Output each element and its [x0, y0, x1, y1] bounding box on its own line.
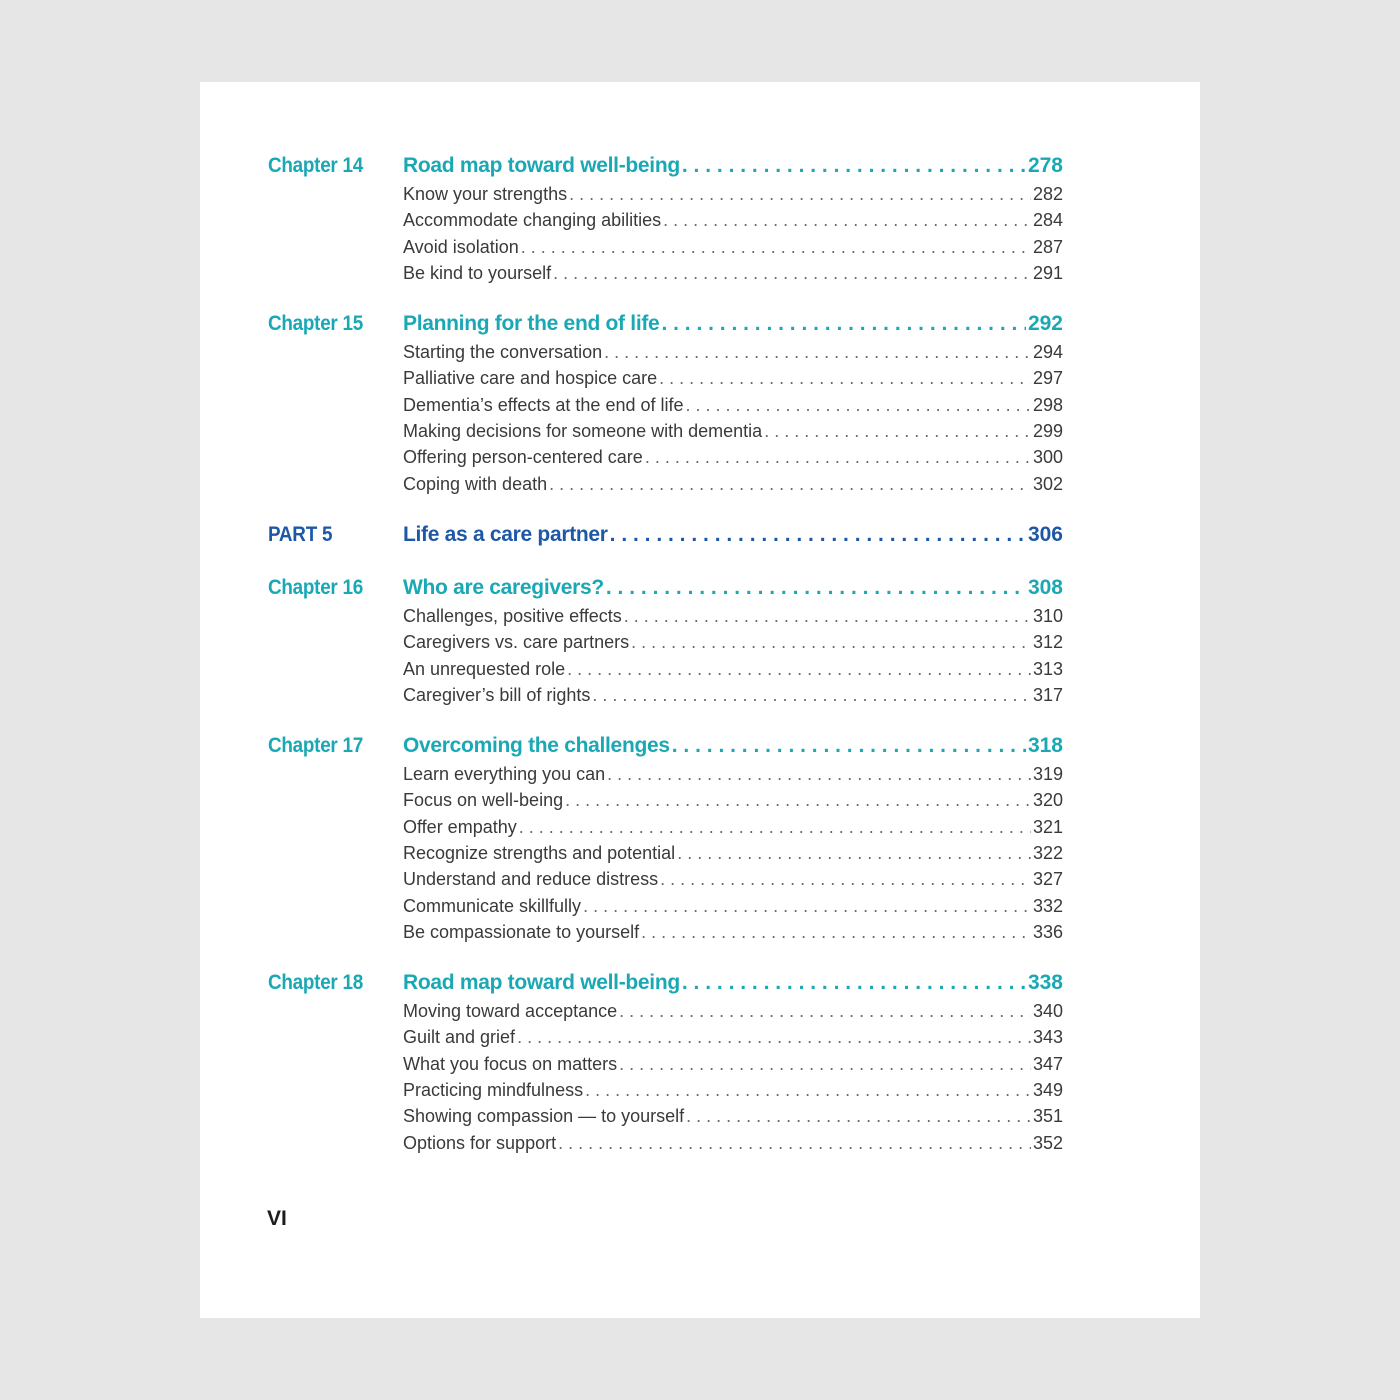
toc-entry-row[interactable] — [403, 764, 1063, 785]
entry-page-number: 312 — [1032, 632, 1063, 653]
entry-page-number: 297 — [1032, 368, 1063, 389]
entry-title: Palliative care and hospice care — [403, 368, 658, 389]
entry-title: Making decisions for someone with dementia — [403, 420, 763, 441]
dot-leader — [663, 210, 1031, 231]
heading-title: Road map toward well-being — [403, 154, 680, 177]
heading-page-number: 318 — [1027, 734, 1063, 757]
chapter-label: Chapter 17 — [268, 734, 363, 757]
page-number-folio: VI — [267, 1207, 287, 1230]
dot-leader — [660, 869, 1031, 890]
dot-leader — [558, 1133, 1031, 1154]
heading-title: Road map toward well-being — [403, 971, 680, 994]
dot-leader — [592, 685, 1031, 706]
entry-title: Guilt and grief — [403, 1027, 516, 1048]
entry-title: Caregiver’s bill of rights — [403, 684, 591, 705]
entry-page-number: 340 — [1032, 1001, 1063, 1021]
entry-page-number: 319 — [1032, 764, 1063, 784]
entry-page-number: 332 — [1032, 895, 1063, 916]
dot-leader — [569, 184, 1031, 205]
toc-entry-row[interactable] — [403, 1080, 1063, 1101]
entry-title: Challenges, positive effects — [403, 606, 622, 626]
dot-leader — [672, 734, 1026, 758]
toc-entry-row[interactable] — [403, 1027, 1063, 1048]
dot-leader — [661, 312, 1026, 336]
dot-leader — [645, 447, 1031, 468]
toc-entry-row[interactable] — [403, 922, 1063, 943]
toc-entry-row[interactable] — [403, 685, 1063, 706]
chapter-heading-row[interactable] — [403, 154, 1063, 178]
toc-entry-row[interactable] — [403, 790, 1063, 811]
heading-title: Planning for the end of life — [403, 312, 660, 335]
toc-entry-row[interactable] — [403, 447, 1063, 468]
heading-page-number: 278 — [1027, 154, 1063, 177]
heading-page-number: 306 — [1027, 523, 1063, 546]
dot-leader — [567, 659, 1031, 680]
entry-page-number: 298 — [1032, 394, 1063, 415]
entry-title: Starting the conversation — [403, 342, 603, 362]
dot-leader — [610, 523, 1026, 547]
dot-leader — [677, 843, 1031, 864]
entry-title: Caregivers vs. care partners — [403, 632, 630, 653]
toc-entry-row[interactable] — [403, 817, 1063, 838]
dot-leader — [682, 971, 1026, 995]
dot-leader — [585, 1080, 1031, 1101]
entry-title: Coping with death — [403, 473, 548, 494]
heading-page-number: 308 — [1027, 576, 1063, 599]
toc-entry-row[interactable] — [403, 1133, 1063, 1154]
chapter-label: Chapter 18 — [268, 971, 363, 994]
dot-leader — [549, 474, 1031, 495]
toc-entry-row[interactable] — [403, 843, 1063, 864]
entry-title: Focus on well-being — [403, 790, 564, 811]
entry-page-number: 322 — [1032, 842, 1063, 863]
entry-title: Dementia’s effects at the end of life — [403, 394, 684, 415]
toc-entry-row[interactable] — [403, 1106, 1063, 1127]
dot-leader — [565, 790, 1031, 811]
toc-entry-row[interactable] — [403, 184, 1063, 205]
entry-page-number: 287 — [1032, 236, 1063, 257]
heading-page-number: 292 — [1027, 312, 1063, 335]
dot-leader — [583, 896, 1031, 917]
part-heading-row[interactable] — [403, 523, 1063, 547]
dot-leader — [764, 421, 1031, 442]
entry-title: Learn everything you can — [403, 764, 606, 784]
dot-leader — [604, 342, 1031, 363]
chapter-label: Chapter 14 — [268, 154, 363, 177]
entry-page-number: 317 — [1032, 684, 1063, 705]
entry-title: Avoid isolation — [403, 236, 519, 257]
toc-entry-row[interactable] — [403, 368, 1063, 389]
entry-page-number: 349 — [1032, 1079, 1063, 1100]
dot-leader — [519, 817, 1031, 838]
dot-leader — [659, 368, 1031, 389]
dot-leader — [619, 1001, 1031, 1022]
entry-title: Recognize strengths and potential — [403, 842, 676, 863]
entry-page-number: 327 — [1032, 869, 1063, 890]
toc-entry-row[interactable] — [403, 1001, 1063, 1022]
toc-entry-row[interactable] — [403, 395, 1063, 416]
dot-leader — [607, 764, 1031, 785]
heading-title: Who are caregivers? — [403, 576, 604, 599]
entry-title: Practicing mindfulness — [403, 1079, 584, 1100]
entry-title: Offering person-centered care — [403, 447, 643, 468]
entry-page-number: 282 — [1032, 184, 1063, 204]
dot-leader — [517, 1027, 1031, 1048]
chapter-heading-row[interactable] — [403, 971, 1063, 995]
entry-page-number: 336 — [1032, 921, 1063, 942]
entry-page-number: 343 — [1032, 1027, 1063, 1048]
entry-title: Be kind to yourself — [403, 262, 552, 283]
toc-entry-row[interactable] — [403, 869, 1063, 890]
toc-entry-row[interactable] — [403, 1054, 1063, 1075]
entry-title: Accommodate changing abilities — [403, 210, 662, 231]
chapter-heading-row[interactable] — [403, 312, 1063, 336]
dot-leader — [606, 576, 1026, 600]
entry-title: Offer empathy — [403, 816, 517, 837]
entry-title: Be compassionate to yourself — [403, 921, 640, 942]
entry-page-number: 320 — [1032, 790, 1063, 811]
heading-page-number: 338 — [1027, 971, 1063, 994]
toc-entry-row[interactable] — [403, 421, 1063, 442]
entry-page-number: 310 — [1032, 606, 1063, 626]
entry-title: An unrequested role — [403, 658, 566, 679]
part-label: PART 5 — [268, 523, 333, 546]
entry-page-number: 352 — [1032, 1132, 1063, 1153]
dot-leader — [686, 1106, 1031, 1127]
dot-leader — [553, 263, 1031, 284]
entry-page-number: 351 — [1032, 1106, 1063, 1127]
chapter-label: Chapter 15 — [268, 312, 363, 335]
dot-leader — [686, 395, 1031, 416]
heading-title: Overcoming the challenges — [403, 734, 670, 757]
entry-title: Showing compassion — to yourself — [403, 1106, 685, 1127]
toc-entry-row[interactable] — [403, 474, 1063, 495]
entry-title: Moving toward acceptance — [403, 1001, 618, 1021]
toc-entry-row[interactable] — [403, 606, 1063, 627]
entry-page-number: 300 — [1032, 447, 1063, 468]
entry-page-number: 347 — [1032, 1053, 1063, 1074]
toc-entry-row[interactable] — [403, 659, 1063, 680]
dot-leader — [624, 606, 1031, 627]
book-page — [200, 82, 1200, 1318]
heading-title: Life as a care partner — [403, 523, 608, 546]
entry-page-number: 313 — [1032, 658, 1063, 679]
chapter-label: Chapter 16 — [268, 576, 363, 599]
toc-entry-row[interactable] — [403, 263, 1063, 284]
chapter-heading-row[interactable] — [403, 576, 1063, 600]
entry-page-number: 299 — [1032, 420, 1063, 441]
entry-page-number: 284 — [1032, 210, 1063, 231]
entry-page-number: 291 — [1032, 262, 1063, 283]
entry-title: Options for support — [403, 1132, 557, 1153]
toc-entry-row[interactable] — [403, 896, 1063, 917]
dot-leader — [521, 237, 1031, 258]
entry-page-number: 294 — [1032, 342, 1063, 362]
entry-title: Understand and reduce distress — [403, 869, 659, 890]
entry-title: What you focus on matters — [403, 1053, 618, 1074]
toc-entry-row[interactable] — [403, 342, 1063, 363]
dot-leader — [619, 1054, 1031, 1075]
entry-title: Know your strengths — [403, 184, 568, 204]
entry-page-number: 321 — [1032, 816, 1063, 837]
toc-entry-row[interactable] — [403, 237, 1063, 258]
dot-leader — [641, 922, 1031, 943]
entry-title: Communicate skillfully — [403, 895, 582, 916]
entry-page-number: 302 — [1032, 473, 1063, 494]
chapter-heading-row[interactable] — [403, 734, 1063, 758]
toc-entry-row[interactable] — [403, 210, 1063, 231]
dot-leader — [631, 632, 1031, 653]
dot-leader — [682, 154, 1026, 178]
toc-entry-row[interactable] — [403, 632, 1063, 653]
